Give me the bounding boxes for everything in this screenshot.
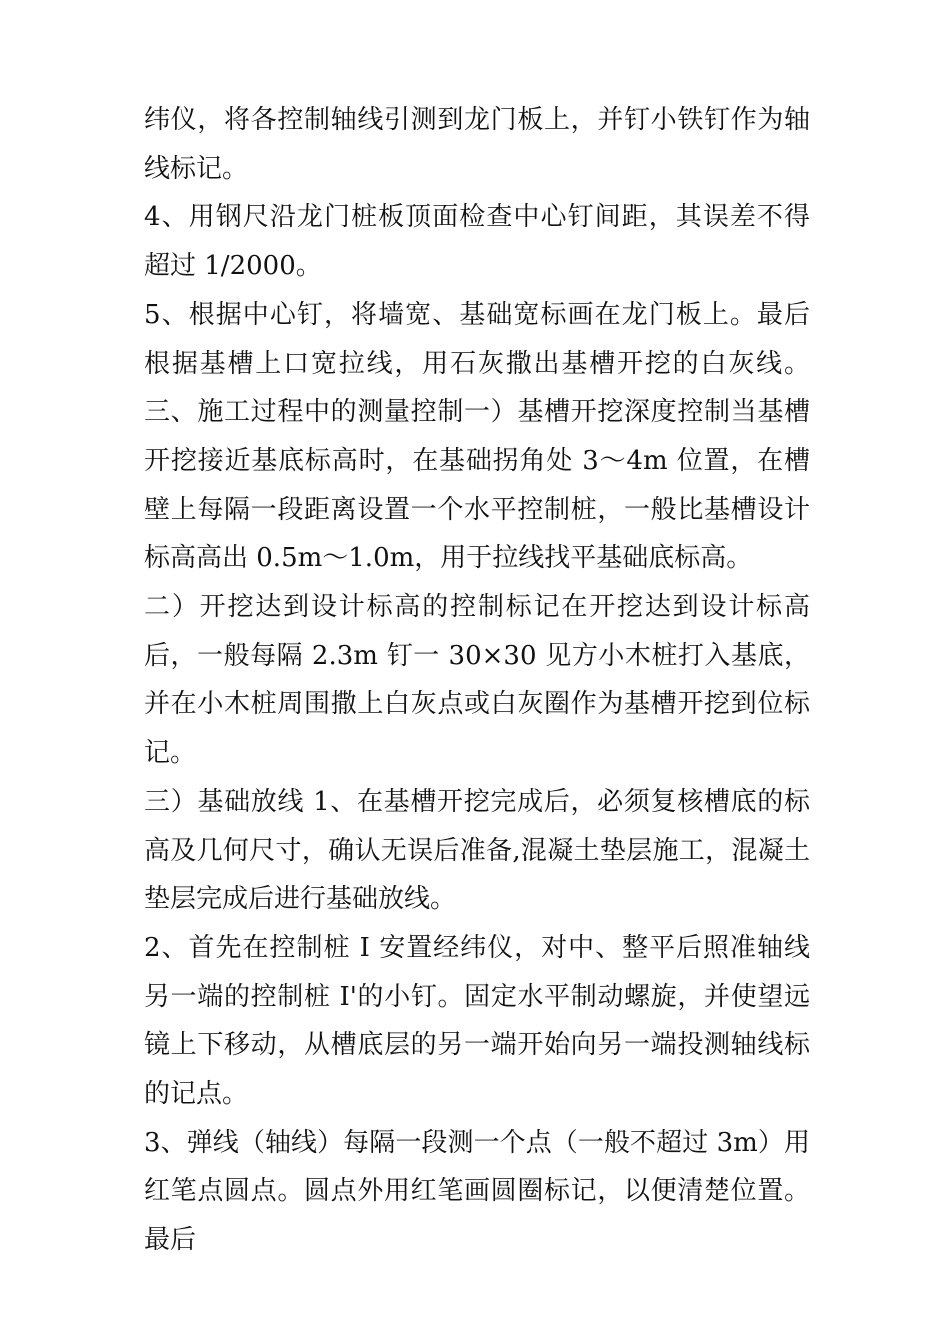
paragraph-6: 2、首先在控制桩 I 安置经纬仪，对中、整平后照准轴线另一端的控制桩 I'的小钉。固定水平制动螺旋，并使望远镜上下移动，从槽底层的另一端开始向另一端投测轴线标的记点。 — [144, 932, 810, 1110]
paragraph-1: 纬仪，将各控制轴线引测到龙门板上，并钉小铁钉作为轴线标记。 — [144, 105, 810, 184]
paragraph-5: 三）基础放线 1、在基槽开挖完成后，必须复核槽底的标高及几何尺寸，确认无误后准备,混凝土垫层施工，混凝土垫层完成后进行基础放线。 — [144, 786, 810, 915]
document-body — [144, 96, 810, 1265]
paragraph-4: 二）开挖达到设计标高的控制标记在开挖达到设计标高后，一般每隔 2.3m 钉一 30×30 见方小木桩打入基底，并在小木桩周围撒上白灰点或白灰圈作为基槽开挖到位标记。 — [144, 592, 810, 769]
paragraph-3: 5、根据中心钉，将墙宽、基础宽标画在龙门板上。最后根据基槽上口宽拉线，用石灰撒出基槽开挖的白灰线。三、施工过程中的测量控制一）基槽开挖深度控制当基槽开挖接近基底标高时，在基础拐角处 3～4m 位置，在槽壁上每隔一段距离设置一个水平控制桩，一般比基槽设计标高高出 0.5m～1.0m，用于拉线找平基础底标高。 — [144, 299, 810, 574]
paragraph-2: 4、用钢尺沿龙门桩板顶面检查中心钉间距，其误差不得超过 1/2000。 — [144, 202, 810, 282]
paragraph-7: 3、弹线（轴线）每隔一段测一个点（一般不超过 3m）用红笔点圆点。圆点外用红笔画圆圈标记，以便清楚位置。最后 — [144, 1127, 810, 1256]
